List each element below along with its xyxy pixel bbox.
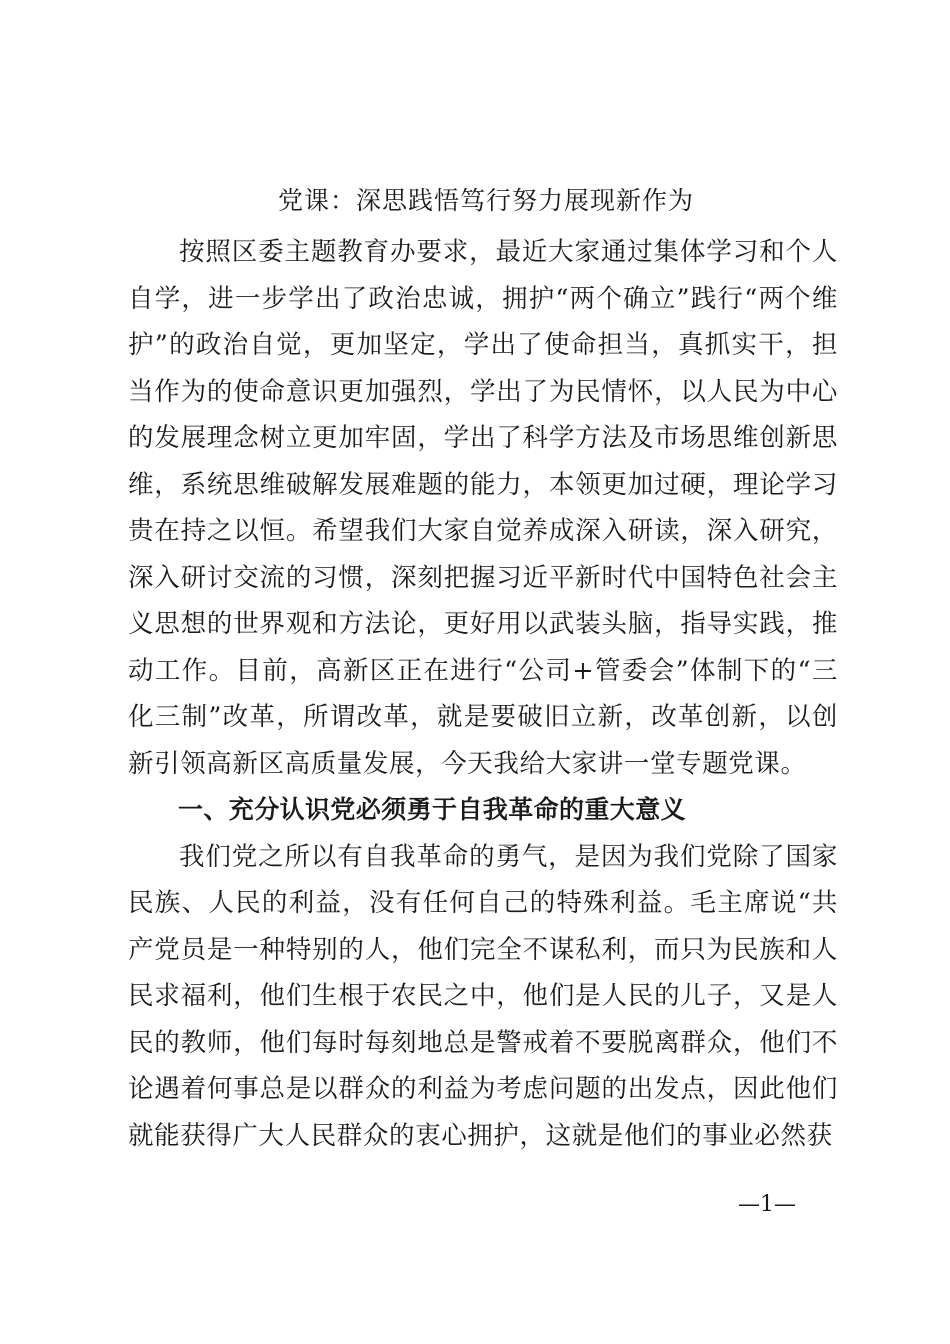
document-title: 党课：深思践悟笃行努力展现新作为 bbox=[277, 186, 694, 215]
section-1-paragraph: 我们党之所以有自我革命的勇气，是因为我们党除了国家民族、人民的利益，没有任何自己的特殊利益。毛主席说“共产党员是一种特别的人，他们完全不谋私利，而只为民族和人民求福利，他们生根于农民之中，他们是人民的儿子，又是人民的教师，他们每时每刻地总是警戒着不要脱离群众，他们不论遇着何事总是以群众的利益为考虑问题的出发点，因此他们就能获得广大人民群众的衷心拥护，这就是他们的事业必然获 bbox=[128, 841, 838, 1151]
intro-paragraph: 按照区委主题教育办要求，最近大家通过集体学习和个人自学，进一步学出了政治忠诚，拥护“两个确立”践行“两个维护”的政治自觉，更加坚定，学出了使命担当，真抓实干，担当作为的使命意识更加强烈，学出了为民情怀，以人民为中心的发展理念树立更加牢固，学出了科学方法及市场思维创新思维，系统思维破解发展难题的能力，本领更加过硬，理论学习贵在持之以恒。希望我们大家自觉养成深入研读，深入研究，深入研讨交流的习惯，深刻把握习近平新时代中国特色社会主义思想的世界观和方法论，更好用以武装头脑，指导实践，推动工作。目前，高新区正在进行“公司+管委会”体制下的“三化三制”改革，所谓改革，就是要破旧立新，改革创新，以创新引领高新区高质量发展，今天我给大家讲一堂专题党课。 bbox=[128, 237, 838, 779]
section-heading-1: 一、充分认识党必须勇于自我革命的重大意义 bbox=[178, 795, 687, 824]
document-body bbox=[128, 182, 838, 1159]
page-number: —1— bbox=[738, 1192, 796, 1217]
